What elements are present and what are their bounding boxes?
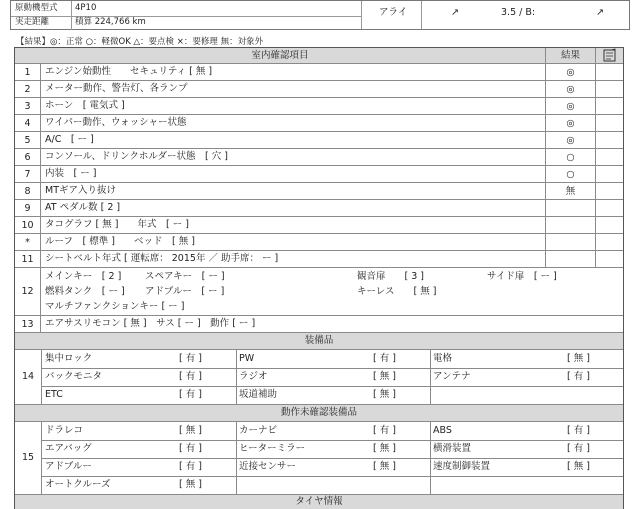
row-12-item: サイド扉 [ ー ] [487,271,557,282]
row-text: ルーフ [ 標準 ] ベッド [ 無 ] [45,236,195,247]
row-number: 12 [15,268,41,315]
equipment-name: ドラレコ [45,425,84,436]
row-extra [595,166,624,182]
equipment-value: [ 有 ] [567,371,590,382]
interior-row [15,132,623,149]
model-value: 4P10 [75,3,97,13]
interior-title-row [15,48,623,64]
interior-row [15,149,623,166]
row-extra [595,149,624,165]
mileage-value: 積算 224,766 km [75,17,146,27]
row-extra [595,64,624,80]
row-text: A/C [ ー ] [45,134,94,145]
row-12-item: メインキー [ 2 ] [45,271,122,282]
equipment-name: 横滑装置 [433,443,472,454]
equipment-line [41,386,623,404]
equipment-name: ラジオ [239,371,268,382]
row-text: コンソール、ドリンクホルダー状態 [ 穴 ] [45,151,228,162]
interior-row [15,251,623,268]
equipment-name: バックモニタ [45,371,103,382]
equipment-name: カーナビ [239,425,278,436]
row-text: エアサスリモコン [ 無 ] サス [ ー ] 動作 [ ー ] [45,318,256,329]
row-12 [15,268,623,316]
row-result: ○ [545,166,595,182]
equipment-line [41,350,623,369]
row-result [545,200,595,216]
interior-title: 室内確認項目 [251,50,309,61]
mileage-label: 実走距離 [15,17,50,27]
row-extra [595,183,624,199]
equipment-value: [ 有 ] [373,425,396,436]
equipment-value: [ 有 ] [179,353,202,364]
equipment-name: ETC [45,389,63,400]
row-text: ワイパー動作、ウォッシャー状態 [45,117,187,128]
row-text: MTギア入り抜け [45,185,116,196]
row-number: 14 [15,350,42,404]
row-result [545,234,595,250]
row-result: ◎ [545,132,595,148]
row-text: エンジン始動性 セキュリティ [ 無 ] [45,66,213,77]
unverified-block [15,422,623,495]
header-table [10,0,630,30]
row-12-item: キーレス [ 無 ] [357,286,437,297]
equipment-name: 近接センサー [239,461,297,472]
row-text: シートベルト年式 [ 運転席： 2015年 ／ 助手席： ー ] [45,253,279,264]
equipment-name: アンテナ [433,371,471,382]
equipment-value: [ 有 ] [179,389,202,400]
row-number: 5 [15,132,41,148]
interior-row [15,166,623,183]
equipment-line [41,368,623,387]
equipment-name: 電格 [433,353,453,364]
equipment-value: [ 無 ] [373,389,396,400]
row-result: ◎ [545,64,595,80]
equipment-value: [ 有 ] [373,353,396,364]
model-label: 原動機型式 [15,3,58,13]
row-text: タコグラフ [ 無 ] 年式 [ ー ] [45,219,189,230]
interior-row [15,183,623,200]
extra-header [595,48,624,63]
row-number: 8 [15,183,41,199]
equipment-name: 速度制御装置 [433,461,491,472]
row-text: ホーン [ 電気式 ] [45,100,125,111]
equipment-value: [ 有 ] [567,425,590,436]
interior-row [15,115,623,132]
row-extra [595,217,624,233]
equipment-value: [ 有 ] [179,371,202,382]
equipment-title: 装備品 [15,333,623,350]
equipment-name: ABS [433,425,452,436]
result-header: 結果 [545,48,595,63]
equipment-name: 坂道補助 [239,389,278,400]
row-result: ◎ [545,115,595,131]
row-number: 13 [15,316,41,332]
row-12-item: アドブルー [ ー ] [145,286,225,297]
row-text: AT ペダル数 [ 2 ] [45,202,121,213]
row-number: 10 [15,217,41,233]
equipment-line [41,476,623,494]
equipment-line [41,458,623,477]
alignment-label: アライ [379,7,408,18]
row-result [545,251,595,267]
row-result: ◎ [545,98,595,114]
equipment-name: 集中ロック [45,353,93,364]
alignment-c: ↗ [596,7,604,18]
row-text: メーター動作、警告灯、各ランプ [45,83,188,94]
row-number: 1 [15,64,41,80]
alignment-b: 3.5 / B: [501,7,536,18]
equipment-value: [ 無 ] [179,479,202,490]
row-number: 2 [15,81,41,97]
interior-row [15,217,623,234]
interior-row [15,200,623,217]
row-result: ○ [545,149,595,165]
row-number: * [15,234,41,250]
equipment-block [15,350,623,405]
row-number: 11 [15,251,41,267]
row-extra [595,234,624,250]
row-result [545,217,595,233]
alignment-a: ↗ [451,7,459,18]
interior-row [15,98,623,115]
equipment-value: [ 無 ] [567,353,590,364]
equipment-value: [ 無 ] [567,461,590,472]
row-result: ◎ [545,81,595,97]
row-number: 3 [15,98,41,114]
row-extra [595,115,624,131]
row-12-item: スペアキー [ ー ] [145,271,225,282]
result-legend: 【結果】◎：正常 ○：軽微OK △：要点検 ×：要修理 無：対象外 [16,37,264,47]
interior-row [15,81,623,98]
row-12-item: マルチファンクションキー [ ー ] [45,301,185,312]
equipment-line [41,440,623,459]
row-number: 4 [15,115,41,131]
equipment-line [41,422,623,441]
equipment-name: エアバッグ [45,443,92,454]
document-icon [596,48,624,63]
row-extra [595,251,624,267]
equipment-value: [ 無 ] [179,425,202,436]
row-extra [595,200,624,216]
row-number: 9 [15,200,41,216]
equipment-value: [ 有 ] [179,461,202,472]
inspection-table [14,47,624,509]
equipment-name: PW [239,353,255,364]
unverified-title: 動作未確認装備品 [15,405,623,422]
row-extra [595,132,624,148]
equipment-value: [ 無 ] [373,443,396,454]
equipment-value: [ 有 ] [179,443,202,454]
equipment-name: ヒーターミラー [239,443,306,454]
equipment-value: [ 無 ] [373,461,396,472]
row-number: 15 [15,422,42,494]
row-number: 7 [15,166,41,182]
equipment-value: [ 有 ] [567,443,590,454]
row-extra [595,81,624,97]
row-13 [15,316,623,333]
row-result: 無 [545,183,595,199]
equipment-name: アドブルー [45,461,92,472]
equipment-value: [ 無 ] [373,371,396,382]
row-text: 内装 [ ー ] [45,168,97,179]
interior-row [15,64,623,81]
row-extra [595,98,624,114]
row-12-item: 燃料タンク [ ー ] [45,286,125,297]
row-12-item: 観音扉 [ 3 ] [357,271,424,282]
row-number: 6 [15,149,41,165]
interior-row [15,234,623,251]
equipment-name: オートクルーズ [45,479,111,490]
tire-info-title: タイヤ情報 [15,495,623,509]
